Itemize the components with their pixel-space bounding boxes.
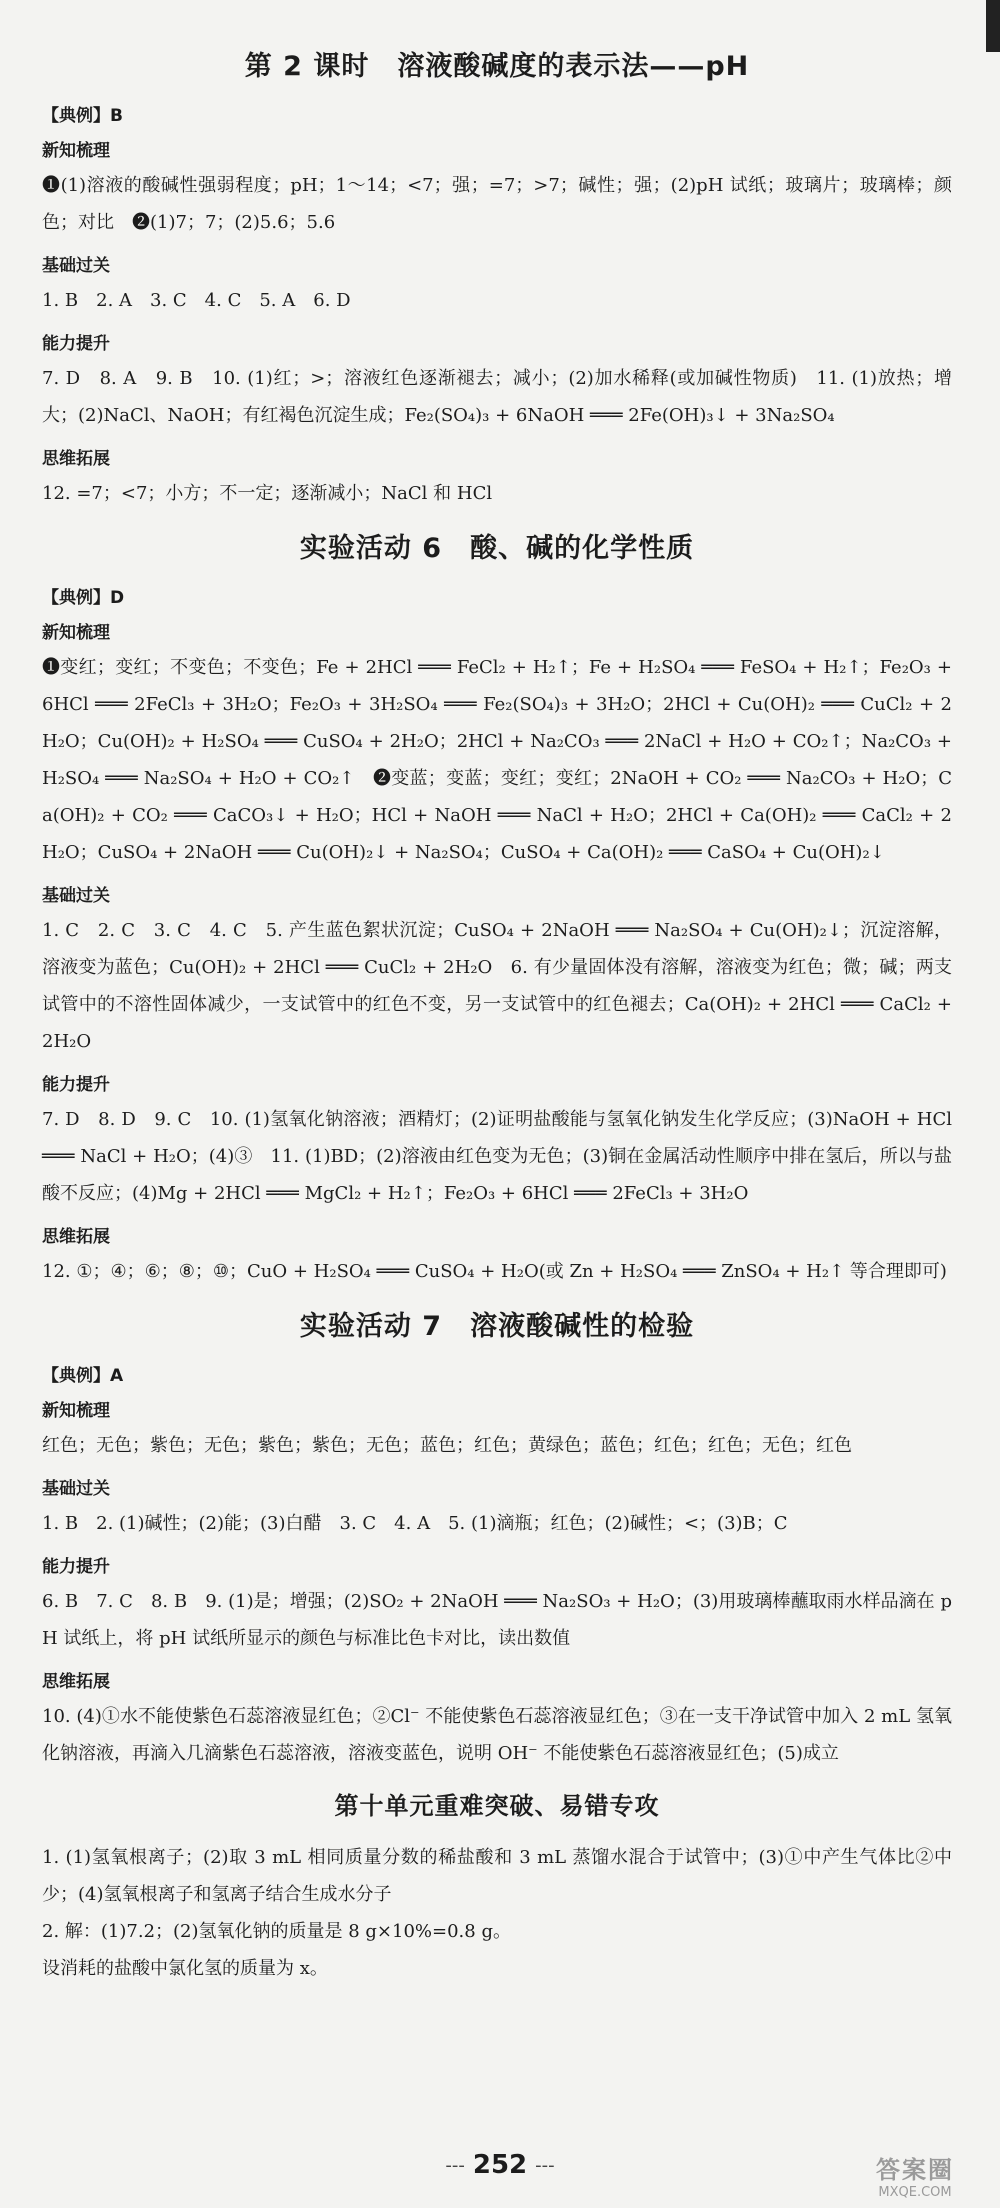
label-thinking: 思维拓展 xyxy=(42,449,110,469)
text-new-knowledge: 红色；无色；紫色；无色；紫色；紫色；无色；蓝色；红色；黄绿色；蓝色；红色；红色；无色；红色 xyxy=(42,1435,852,1456)
page-number-dash-right: --- xyxy=(535,2155,555,2176)
section-ph xyxy=(42,44,952,512)
answer-2-continued: 设消耗的盐酸中氯化氢的质量为 x。 xyxy=(42,1958,328,1979)
text-ability: 7. D 8. A 9. B 10. (1)红；>；溶液红色逐渐褪去；减小；(2)加水稀释(或加碱性物质) 11. (1)放热；增大；(2)NaCl、NaOH；有红褐色沉淀生成；Fe₂(SO₄)₃ + 6NaOH ═══ 2Fe(OH)₃↓ + 3Na₂SO₄ xyxy=(42,368,952,426)
answer-page xyxy=(42,30,952,1987)
section-title: 第十单元重难突破、易错专攻 xyxy=(334,1792,660,1820)
watermark-text: 答案圈 xyxy=(876,2156,954,2184)
label-ability: 能力提升 xyxy=(42,1557,110,1577)
text-new-knowledge: ❶变红；变红；不变色；不变色；Fe + 2HCl ═══ FeCl₂ + H₂↑；Fe + H₂SO₄ ═══ FeSO₄ + H₂↑；Fe₂O₃ + 6HCl ═══ 2FeCl₃ + 3H₂O；Fe₂O₃ + 3H₂SO₄ ═══ Fe₂(SO₄)₃ + 3H₂O；2HCl + Cu(OH)₂ ═══ CuCl₂ + 2H₂O；Cu(OH)₂ + H₂SO₄ ═══ CuSO₄ + 2H₂O；2HCl + Na₂CO₃ ═══ 2NaCl + H₂O + CO₂↑；Na₂CO₃ + H₂SO₄ ═══ Na₂SO₄ + H₂O + CO₂↑ ❷变蓝；变蓝；变红；变红；2NaOH + CO₂ ═══ Na₂CO₃ + H₂O；Ca(OH)₂ + CO₂ ═══ CaCO₃↓ + H₂O；HCl + NaOH ═══ NaCl + H₂O；2HCl + Ca(OH)₂ ═══ CaCl₂ + 2H₂O；CuSO₄ + 2NaOH ═══ Cu(OH)₂↓ + Na₂SO₄；CuSO₄ + Ca(OH)₂ ═══ CaSO₄ + Cu(OH)₂↓ xyxy=(42,657,952,863)
text-basic: 1. B 2. (1)碱性；(2)能；(3)白醋 3. C 4. A 5. (1)滴瓶；红色；(2)碱性；<；(3)B；C xyxy=(42,1513,788,1534)
label-thinking: 思维拓展 xyxy=(42,1227,110,1247)
section-title: 实验活动 6 酸、碱的化学性质 xyxy=(299,533,695,564)
label-new-knowledge: 新知梳理 xyxy=(42,141,110,161)
typical-example: 【典例】D xyxy=(42,588,125,608)
label-ability: 能力提升 xyxy=(42,334,110,354)
section-activity-6 xyxy=(42,526,952,1290)
label-basic: 基础过关 xyxy=(42,1479,110,1499)
section-unit-10-review xyxy=(42,1786,952,1987)
answer-2: 2. 解：(1)7.2；(2)氢氧化钠的质量是 8 g×10%=0.8 g。 xyxy=(42,1921,511,1942)
answer-1: 1. (1)氢氧根离子；(2)取 3 mL 相同质量分数的稀盐酸和 3 mL 蒸馏水混合于试管中；(3)①中产生气体比②中少；(4)氢氧根离子和氢离子结合生成水分子 xyxy=(42,1847,952,1905)
text-thinking: 12. =7；<7；小方；不一定；逐渐减小；NaCl 和 HCl xyxy=(42,483,493,504)
text-ability: 6. B 7. C 8. B 9. (1)是；增强；(2)SO₂ + 2NaOH ═══ Na₂SO₃ + H₂O；(3)用玻璃棒蘸取雨水样品滴在 pH 试纸上，将 pH 试纸所显示的颜色与标准比色卡对比，读出数值 xyxy=(42,1591,952,1649)
section-activity-7 xyxy=(42,1304,952,1772)
section-title: 第 2 课时 溶液酸碱度的表示法——pH xyxy=(244,51,750,82)
label-basic: 基础过关 xyxy=(42,886,110,906)
text-new-knowledge: ❶(1)溶液的酸碱性强弱程度；pH；1～14；<7；强；=7；>7；碱性；强；(2)pH 试纸；玻璃片；玻璃棒；颜色；对比 ❷(1)7；7；(2)5.6；5.6 xyxy=(42,175,952,233)
page-edge-mark xyxy=(986,0,1000,52)
page-number-value: 252 xyxy=(472,2150,528,2180)
label-thinking: 思维拓展 xyxy=(42,1672,110,1692)
watermark-url: MXQE.COM xyxy=(878,2185,952,2200)
text-basic: 1. C 2. C 3. C 4. C 5. 产生蓝色絮状沉淀；CuSO₄ + 2NaOH ═══ Na₂SO₄ + Cu(OH)₂↓；沉淀溶解，溶液变为蓝色；Cu(OH)₂ + 2HCl ═══ CuCl₂ + 2H₂O 6. 有少量固体没有溶解，溶液变为红色；微；碱；两支试管中的不溶性固体减少，一支试管中的红色不变，另一支试管中的红色褪去；Ca(OH)₂ + 2HCl ═══ CaCl₂ + 2H₂O xyxy=(42,920,952,1052)
label-new-knowledge: 新知梳理 xyxy=(42,623,110,643)
typical-example: 【典例】A xyxy=(42,1366,124,1386)
watermark-logo xyxy=(840,2150,990,2204)
page-number-dash-left: --- xyxy=(445,2155,465,2176)
label-ability: 能力提升 xyxy=(42,1075,110,1095)
text-thinking: 10. (4)①水不能使紫色石蕊溶液显红色；②Cl⁻ 不能使紫色石蕊溶液显红色；③在一支干净试管中加入 2 mL 氢氧化钠溶液，再滴入几滴紫色石蕊溶液，溶液变蓝色，说明 OH⁻ 不能使紫色石蕊溶液显红色；(5)成立 xyxy=(42,1706,952,1764)
text-thinking: 12. ①；④；⑥；⑧；⑩；CuO + H₂SO₄ ═══ CuSO₄ + H₂O(或 Zn + H₂SO₄ ═══ ZnSO₄ + H₂↑ 等合理即可) xyxy=(42,1261,947,1282)
text-basic: 1. B 2. A 3. C 4. C 5. A 6. D xyxy=(42,290,351,311)
label-basic: 基础过关 xyxy=(42,256,110,276)
label-new-knowledge: 新知梳理 xyxy=(42,1401,110,1421)
typical-example: 【典例】B xyxy=(42,106,123,126)
text-ability: 7. D 8. D 9. C 10. (1)氢氧化钠溶液；酒精灯；(2)证明盐酸能与氢氧化钠发生化学反应；(3)NaOH + HCl ═══ NaCl + H₂O；(4)③ 11. (1)BD；(2)溶液由红色变为无色；(3)铜在金属活动性顺序中排在氢后，所以与盐酸不反应；(4)Mg + 2HCl ═══ MgCl₂ + H₂↑；Fe₂O₃ + 6HCl ═══ 2FeCl₃ + 3H₂O xyxy=(42,1109,952,1204)
section-title: 实验活动 7 溶液酸碱性的检验 xyxy=(299,1311,695,1342)
